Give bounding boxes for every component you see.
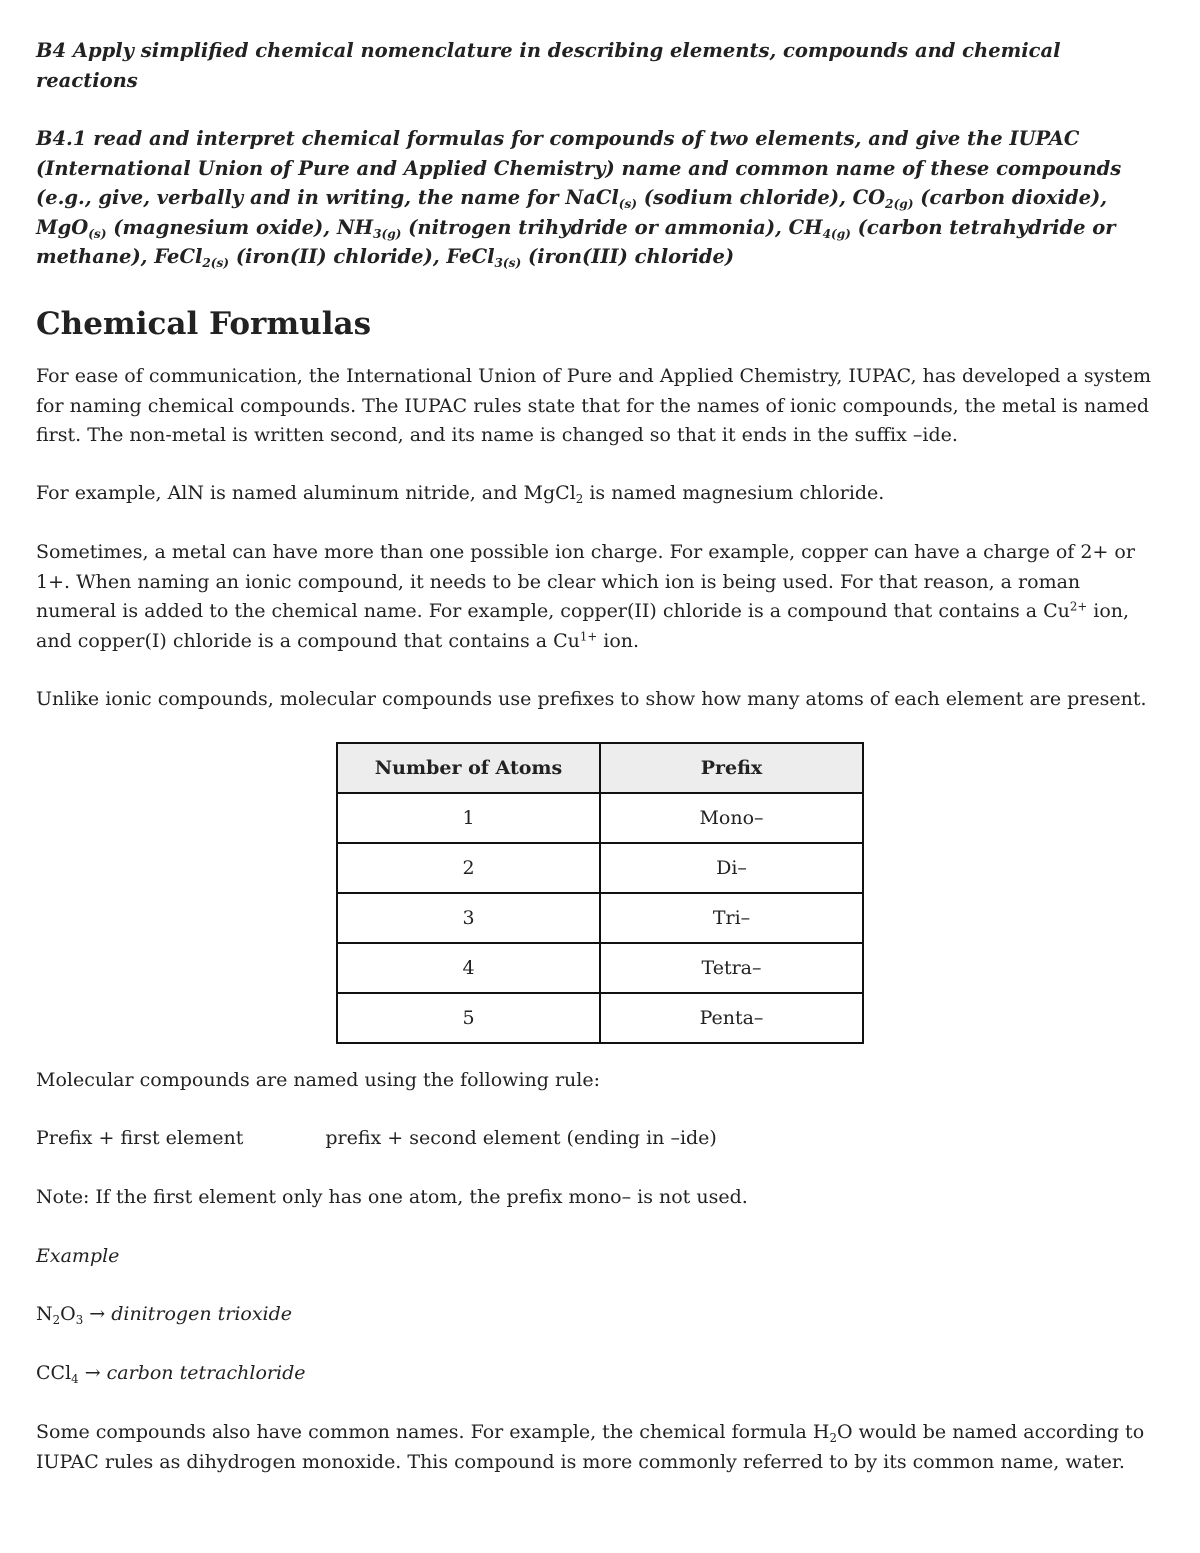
table-header-row	[337, 743, 863, 793]
outcome-b4-text: Apply simplified chemical nomenclature in describing elements, compounds and chemical reactions	[36, 39, 1061, 92]
rule-left: Prefix + first element	[36, 1127, 244, 1149]
prefix-table	[336, 742, 864, 1044]
formula-example: FeCl$_{3(s)}$ (iron(III) chloride)	[446, 245, 735, 271]
naming-rule	[36, 1124, 1166, 1154]
paragraph-ion-charge: Sometimes, a metal can have more than one possible ion charge. For example, copper can have a charge of 2+ or 1+. When naming an ionic compound, it needs to be clear which ion is being used. For that reason, a roman numeral is added to the chemical name. For example, copper(II) chloride is a compound that contains a $Cu^{2+}$ ion, and copper(I) chloride is a compound that contains a $Cu^{1+}$ ion.	[36, 541, 1135, 652]
formula-example: MgO$_{(s)}$ (magnesium oxide),	[36, 215, 331, 241]
paragraph-iupac: For ease of communication, the International Union of Pure and Applied Chemistry, IUPAC, has developed a system for naming chemical compounds. The IUPAC rules state that for the names of ionic compounds, the metal is named first. The non-metal is written second, and its name is changed so that it ends in the suffix –ide.	[36, 365, 1151, 446]
example-label: Example	[36, 1245, 120, 1267]
table-cell: 4	[337, 943, 600, 993]
paragraph-example-ionic: For example, AlN is named aluminum nitride, and MgCl$_2$ is named magnesium chloride.	[36, 482, 885, 507]
outcome-b4-id: B4	[36, 39, 67, 62]
table-row	[337, 793, 863, 843]
table-row	[337, 993, 863, 1043]
outcome-b41-id: B4.1	[36, 127, 87, 150]
paragraph-molecular: Unlike ionic compounds, molecular compounds use prefixes to show how many atoms of each element are present.	[36, 688, 1147, 710]
table-cell: Tetra–	[600, 943, 863, 993]
outcome-b41-intro: read and interpret chemical formulas for compounds of two elements, and give the IUPAC (International Union of Pure and Applied Chemistry) name and common name of these compounds (e.g., give, verbally and in writing, the name for	[36, 127, 1122, 209]
table-row	[337, 943, 863, 993]
table-cell: 1	[337, 793, 600, 843]
table-cell: 5	[337, 993, 600, 1043]
column-header-prefix: Prefix	[600, 743, 863, 793]
outcome-b41	[36, 124, 1166, 272]
formula-example: FeCl$_{2(s)}$ (iron(II) chloride),	[154, 245, 440, 271]
formula-example: NaCl$_{(s)}$ (sodium chloride),	[565, 186, 846, 212]
rule-right: prefix + second element (ending in –ide)	[325, 1127, 717, 1149]
table-row	[337, 893, 863, 943]
table-cell: 2	[337, 843, 600, 893]
paragraph-rule-intro: Molecular compounds are named using the following rule:	[36, 1069, 601, 1091]
table-cell: Tri–	[600, 893, 863, 943]
table-cell: 3	[337, 893, 600, 943]
paragraph-common-names: Some compounds also have common names. For example, the chemical formula $H_2O$ would be named according to IUPAC rules as dihydrogen monoxide. This compound is more commonly referred to by its common name, water.	[36, 1421, 1145, 1473]
formula-example: $CO_{2(g)}$ (carbon dioxide),	[852, 186, 1108, 212]
example-ccl4: CCl$_4$ → carbon tetrachloride	[36, 1362, 306, 1387]
table-cell: Penta–	[600, 993, 863, 1043]
table-cell: Di–	[600, 843, 863, 893]
table-cell: Mono–	[600, 793, 863, 843]
page-title: Chemical Formulas	[36, 306, 372, 342]
outcome-b4	[36, 36, 1166, 95]
example-n2o3: $N_2O_3$ → dinitrogen trioxide	[36, 1303, 293, 1328]
note: Note: If the first element only has one atom, the prefix mono– is not used.	[36, 1186, 748, 1208]
table-row	[337, 843, 863, 893]
formula-example: $CH_{4(g)}$ (carbon tetrahydride or methane),	[36, 215, 1116, 268]
column-header-atoms: Number of Atoms	[337, 743, 600, 793]
formula-example: $NH_{3(g)}$ (nitrogen trihydride or ammonia),	[336, 215, 782, 241]
